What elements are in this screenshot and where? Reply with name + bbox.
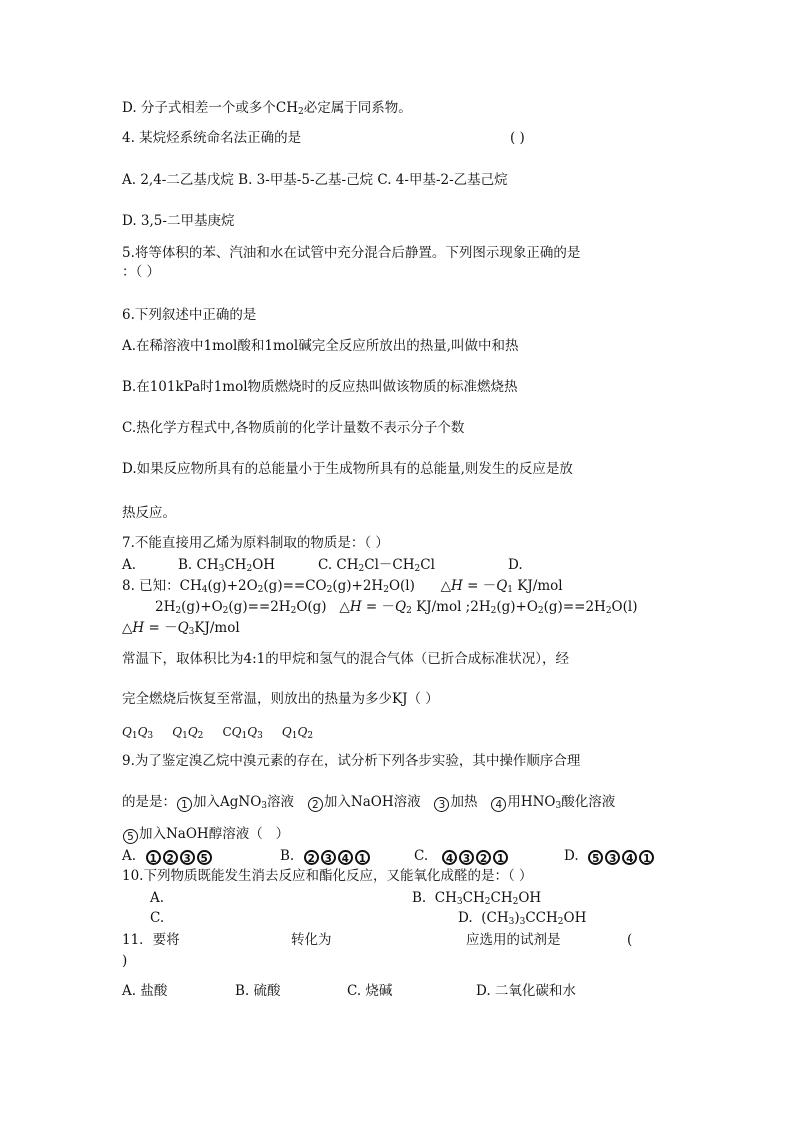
question-10-option-d: D. $(CH_3)_3CCH_2OH$ — [458, 910, 587, 927]
question-11-option-d: D. 二氧化碳和水 — [476, 983, 576, 999]
question-9-option-a: A. 1 2 3 5 — [122, 848, 213, 865]
question-11-option-a: A. 盐酸 — [122, 983, 168, 999]
question-9-option-c: C. 4 3 2 1 — [414, 848, 509, 865]
question-10-option-c: C. — [150, 910, 165, 926]
question-8-line-4: 常温下，取体积比为4:1的甲烷和氢气的混合气体（已折合成标准状况），经 — [122, 651, 569, 667]
question-6-option-d: D.如果反应物所具有的总能量小于生成物所具有的总能量,则发生的反应是放 — [122, 461, 573, 477]
question-6-option-c: C.热化学方程式中,各物质前的化学计量数不表示分子个数 — [122, 420, 465, 436]
question-11-part-1: 11．要将 — [122, 932, 180, 948]
question-10-option-b: B. $CH_3CH_2CH_2OH$ — [412, 890, 542, 907]
question-11-paren-open: ( — [627, 932, 633, 948]
question-4-options: A. 2,4-二乙基戊烷 B. 3-甲基-5-乙基-己烷 C. 4-甲基-2-乙基己烷 — [122, 172, 508, 188]
question-11-option-b: B. 硫酸 — [235, 983, 281, 999]
question-7-option-c: C. $CH_2Cl-CH_2Cl$ — [318, 557, 435, 574]
question-7: 7.不能直接用乙烯为原料制取的物质是：（ ） — [122, 535, 389, 551]
question-8-line-5: 完全燃烧后恢复至常温，则放出的热量为多少KJ（ ） — [122, 691, 439, 707]
question-6-option-a: A.在稀溶液中1mol酸和1mol碱完全反应所放出的热量,叫做中和热 — [122, 338, 519, 354]
option-d-homolog: D. 分子式相差一个或多个$CH_2$必定属于同系物。 — [122, 100, 412, 117]
question-11-part-3: 应选用的试剂是 — [466, 932, 561, 948]
question-7-option-d: D. — [508, 557, 523, 573]
question-10-option-a: A. — [150, 890, 165, 906]
question-9-option-b: B. 2 3 4 1 — [280, 848, 371, 865]
question-8-line-3: △H = $-Q_3KJ$/mol — [122, 620, 240, 637]
question-7-option-b: B. $CH_3CH_2OH$ — [178, 557, 276, 574]
question-9-option-d: D. 5 3 4 1 — [564, 848, 655, 865]
question-9-line-2: 的是是： 1 加入AgNO$_3$溶液 2 加入NaOH溶液 3 加热 4 用$HNO_3$酸化溶液 — [122, 794, 616, 811]
question-4-option-d: D. 3,5-二甲基庚烷 — [122, 213, 235, 229]
question-4: 4. 某烷烃系统命名法正确的是 — [122, 130, 302, 146]
question-8-line-2: $2H_2(g)+O_2(g)==2H_2O(g)$ △H = $-Q_2$ KJ/mol $;2H_2(g)+O_2(g)==2H_2O(l)$ — [155, 599, 638, 616]
question-10: 10.下列物质既能发生消去反应和酯化反应，又能氧化成醛的是：（ ） — [122, 868, 533, 884]
question-9-line-3: 5 加入NaOH醇溶液（ ） — [122, 826, 289, 844]
question-6-option-d-cont: 热反应。 — [122, 505, 176, 521]
question-9-line-1: 9.为了鉴定溴乙烷中溴元素的存在，试分析下列各步实验，其中操作顺序合理 — [122, 753, 581, 769]
question-6-option-b: B.在101kPa时1mol物质燃烧时的反应热叫做该物质的标准燃烧热 — [122, 379, 518, 395]
question-8-options: $Q_1Q_3$ $Q_1Q_2$ $CQ_1Q_3$ $Q_1Q_2$ — [122, 725, 314, 741]
question-11-part-2: 转化为 — [291, 932, 332, 948]
question-5-paren: ：（ ） — [122, 264, 161, 280]
question-7-option-a: A. — [122, 557, 137, 573]
question-11-paren-close: ) — [122, 953, 128, 969]
question-5: 5.将等体积的苯、汽油和水在试管中充分混合后静置。下列图示现象正确的是 — [122, 245, 581, 261]
question-11-option-c: C. 烧碱 — [347, 983, 393, 999]
question-8-line-1: 8. 已知：$CH_4(g)+2O_2(g)==CO_2(g)+2H_2O(l)$ △H = $-Q_1$ KJ/mol — [122, 578, 563, 595]
question-4-paren: ( ) — [510, 130, 525, 146]
question-6: 6.下列叙述中正确的是 — [122, 307, 257, 323]
